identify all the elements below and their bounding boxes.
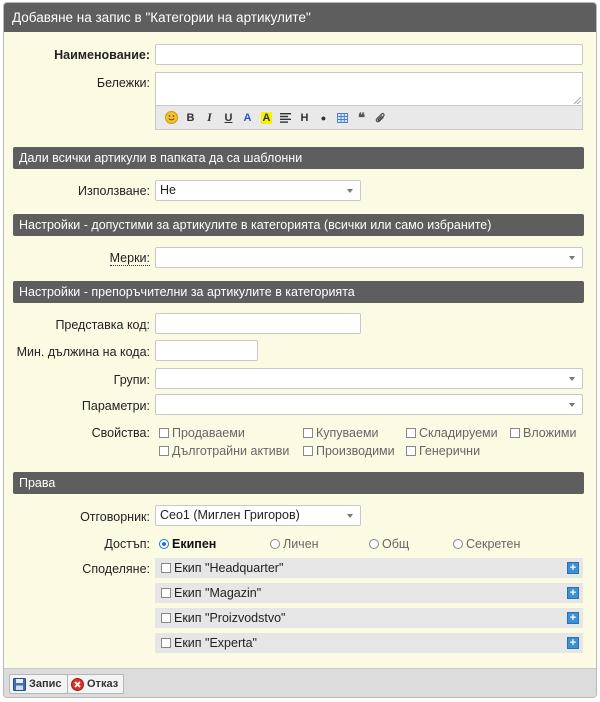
property-label: Генерични bbox=[419, 444, 481, 458]
property-label: Складируеми bbox=[419, 426, 498, 440]
notes-label: Бележки: bbox=[96, 76, 150, 90]
bullet-list-icon[interactable]: • bbox=[321, 109, 326, 126]
share-team-label: Екип "Experta" bbox=[174, 636, 257, 650]
share-row-proizvodstvo bbox=[155, 608, 583, 628]
property-checkbox-generic[interactable] bbox=[406, 444, 480, 458]
italic-icon[interactable]: I bbox=[207, 110, 212, 124]
radio-circle bbox=[159, 539, 169, 549]
properties-label: Свойства: bbox=[91, 426, 150, 440]
property-label: Производими bbox=[316, 444, 395, 458]
chevron-down-icon bbox=[569, 256, 575, 260]
checkbox-box bbox=[159, 428, 169, 438]
name-label: Наименование: bbox=[54, 48, 150, 62]
access-radio-personal[interactable] bbox=[270, 537, 319, 551]
access-option-label: Общ bbox=[382, 537, 410, 551]
access-label: Достъп: bbox=[104, 537, 150, 551]
chevron-down-icon bbox=[347, 189, 353, 193]
checkbox-box bbox=[406, 446, 416, 456]
save-icon bbox=[13, 678, 26, 691]
chevron-down-icon bbox=[569, 403, 575, 407]
section-rights: Права bbox=[13, 472, 584, 494]
owner-value: Ceo1 (Миглен Григоров) bbox=[160, 508, 300, 522]
groups-label: Групи: bbox=[113, 373, 150, 387]
editor-toolbar bbox=[155, 105, 583, 130]
chevron-down-icon bbox=[347, 514, 353, 518]
quote-icon[interactable]: ❝ bbox=[358, 109, 365, 125]
chevron-down-icon bbox=[569, 377, 575, 381]
cancel-icon bbox=[71, 678, 84, 691]
access-radio-secret[interactable] bbox=[453, 537, 520, 551]
owner-select[interactable] bbox=[155, 505, 361, 526]
share-team-label: Екип "Magazin" bbox=[174, 586, 262, 600]
params-label: Параметри: bbox=[81, 399, 150, 413]
share-team-label: Екип "Proizvodstvo" bbox=[174, 611, 286, 625]
code-prefix-label: Представка код: bbox=[55, 318, 150, 332]
checkbox-box bbox=[303, 446, 313, 456]
property-checkbox-buyable[interactable] bbox=[303, 426, 379, 440]
section-recommended: Настройки - препоръчителни за артикулите в категорията bbox=[13, 281, 584, 303]
radio-circle bbox=[369, 539, 379, 549]
table-icon[interactable] bbox=[333, 108, 352, 127]
property-checkbox-sellable[interactable] bbox=[159, 426, 245, 440]
cancel-button[interactable] bbox=[67, 674, 124, 694]
expand-plus-icon[interactable]: + bbox=[567, 587, 579, 599]
checkbox-box bbox=[159, 446, 169, 456]
attachment-icon[interactable] bbox=[371, 108, 390, 127]
property-label: Купуваеми bbox=[316, 426, 379, 440]
access-option-label: Личен bbox=[283, 537, 319, 551]
share-row-magazin bbox=[155, 583, 583, 603]
sharing-label: Споделяне: bbox=[82, 562, 150, 576]
share-row-experta bbox=[155, 633, 583, 653]
access-option-label: Секретен bbox=[466, 537, 521, 551]
share-checkbox[interactable] bbox=[161, 638, 171, 648]
heading-icon[interactable]: H bbox=[300, 111, 309, 124]
name-input[interactable] bbox=[155, 44, 583, 65]
highlight-icon[interactable]: A bbox=[262, 111, 271, 124]
radio-circle bbox=[270, 539, 280, 549]
checkbox-box bbox=[406, 428, 416, 438]
property-label: Дълготрайни активи bbox=[172, 444, 290, 458]
property-checkbox-fixed-assets[interactable] bbox=[159, 444, 289, 458]
bold-icon[interactable]: B bbox=[186, 111, 195, 124]
resize-grip[interactable] bbox=[574, 97, 581, 104]
access-radio-public[interactable] bbox=[369, 537, 409, 551]
owner-label: Отговорник: bbox=[80, 510, 150, 524]
expand-plus-icon[interactable]: + bbox=[567, 562, 579, 574]
params-select[interactable] bbox=[155, 394, 583, 415]
share-checkbox[interactable] bbox=[161, 563, 171, 573]
expand-plus-icon[interactable]: + bbox=[567, 637, 579, 649]
usage-select[interactable] bbox=[155, 180, 361, 201]
underline-icon[interactable]: U bbox=[224, 111, 233, 124]
property-checkbox-consumable[interactable] bbox=[510, 426, 577, 440]
window-title: Добавяне на запис в "Категории на артикулите" bbox=[4, 3, 596, 32]
measures-select[interactable] bbox=[155, 247, 583, 268]
save-button-label: Запис bbox=[29, 678, 62, 690]
property-label: Вложими bbox=[523, 426, 577, 440]
section-templates: Дали всички артикули в папката да са шаблонни bbox=[13, 147, 584, 169]
radio-circle bbox=[453, 539, 463, 549]
section-allowed: Настройки - допустими за артикулите в категорията (всички или само избраните) bbox=[13, 214, 584, 236]
groups-select[interactable] bbox=[155, 368, 583, 389]
form-window bbox=[3, 2, 597, 698]
min-code-length-label: Мин. дължина на кода: bbox=[16, 345, 150, 359]
form-footer bbox=[4, 668, 596, 697]
text-color-icon[interactable]: A bbox=[243, 111, 252, 124]
expand-plus-icon[interactable]: + bbox=[567, 612, 579, 624]
code-prefix-input[interactable] bbox=[155, 313, 361, 334]
checkbox-box bbox=[303, 428, 313, 438]
measures-label bbox=[110, 251, 150, 265]
access-option-label: Екипен bbox=[172, 537, 217, 551]
property-checkbox-storable[interactable] bbox=[406, 426, 498, 440]
emoji-icon[interactable] bbox=[162, 108, 181, 127]
usage-value: Не bbox=[160, 183, 176, 197]
property-checkbox-producible[interactable] bbox=[303, 444, 395, 458]
access-radio-team[interactable] bbox=[159, 537, 216, 551]
save-button[interactable] bbox=[9, 674, 68, 694]
align-icon[interactable] bbox=[276, 108, 295, 127]
share-checkbox[interactable] bbox=[161, 588, 171, 598]
share-row-headquarter bbox=[155, 558, 583, 578]
measures-label-text: Мерки: bbox=[109, 251, 150, 265]
usage-label: Използване: bbox=[78, 184, 150, 198]
checkbox-box bbox=[510, 428, 520, 438]
min-code-length-input[interactable] bbox=[155, 340, 258, 361]
cancel-button-label: Отказ bbox=[87, 678, 119, 690]
property-label: Продаваеми bbox=[172, 426, 245, 440]
notes-textarea[interactable] bbox=[155, 72, 583, 105]
share-team-label: Екип "Headquarter" bbox=[174, 561, 284, 575]
share-checkbox[interactable] bbox=[161, 613, 171, 623]
